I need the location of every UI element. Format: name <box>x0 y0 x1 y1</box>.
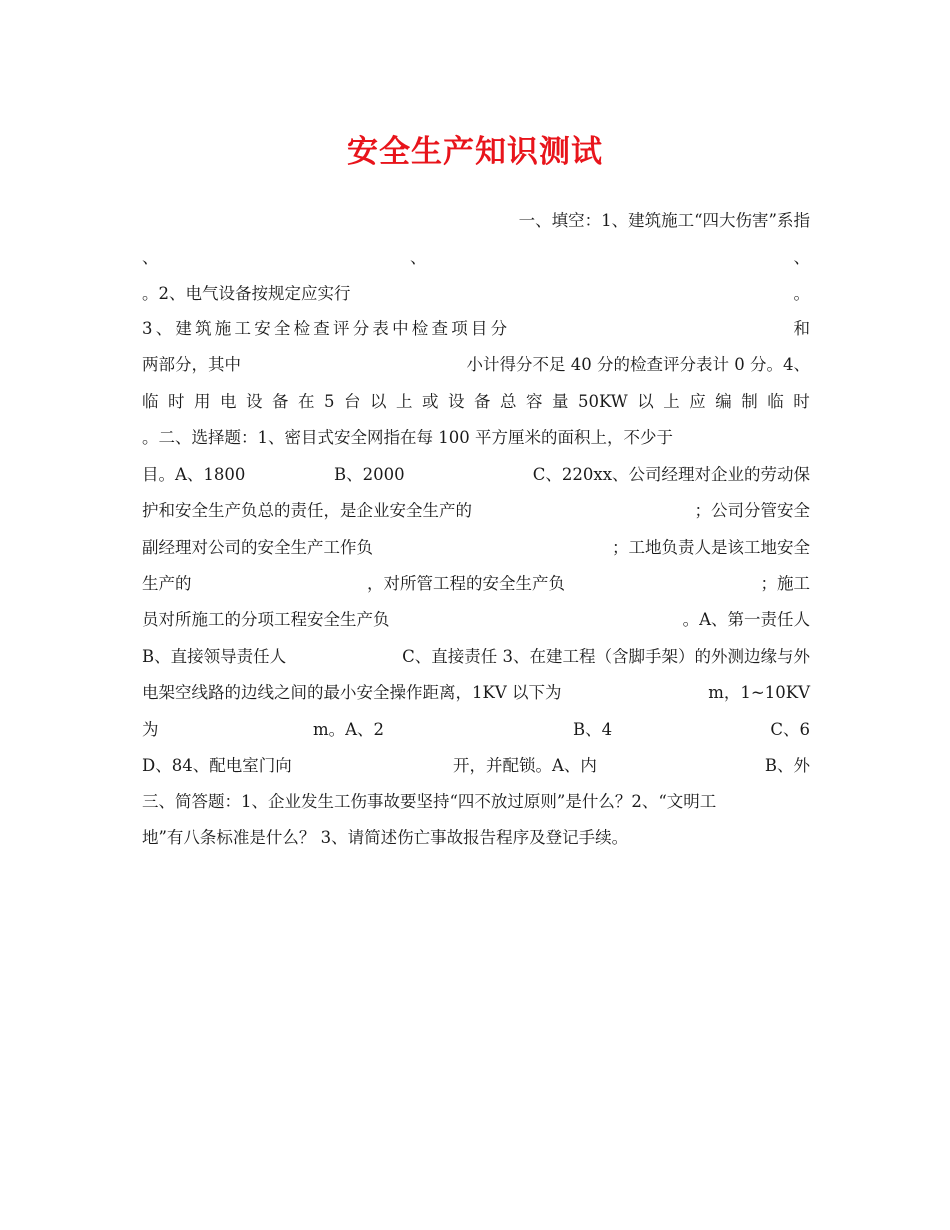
char: 上 <box>663 392 680 411</box>
char: 制 <box>741 392 758 411</box>
fill-blank-q1-text: 一、填空：1、建筑施工“四大伤害”系指 <box>518 211 810 230</box>
text-segment: ；工地负责人是该工地安全 <box>612 538 810 557</box>
text-segment: 护和安全生产负总的责任，是企业安全生产的 <box>142 501 472 520</box>
text-segment: m，1~10KV <box>708 683 810 702</box>
option-b: B、外 <box>764 756 810 775</box>
text-segment: ；公司分管安全 <box>694 501 810 520</box>
char: 备 <box>474 392 491 411</box>
blank-separator: 、 <box>410 248 427 267</box>
char: 或 <box>422 392 439 411</box>
char: 备 <box>272 392 289 411</box>
text-segment: ，对所管工程的安全生产负 <box>367 574 565 593</box>
char: 编 <box>715 392 732 411</box>
char: 以 <box>637 392 654 411</box>
char: 以 <box>370 392 387 411</box>
fill-blank-q2-text: 。2、电气设备按规定应实行 <box>142 284 351 303</box>
char: 时 <box>793 392 810 411</box>
blank-separator: 、 <box>793 248 810 267</box>
text-line-13 <box>142 642 810 672</box>
text-line-9 <box>142 496 810 526</box>
char: 5 <box>324 392 335 411</box>
option-c-and-q3: C、直接责任 3、在建工程（含脚手架）的外测边缘与外 <box>402 647 810 666</box>
char: 时 <box>168 392 185 411</box>
char: 用 <box>194 392 211 411</box>
text-segment: 生产的 <box>142 574 192 593</box>
option-a: 。A、第一责任人 <box>682 610 810 629</box>
option-b: B、直接领导责任人 <box>142 647 287 666</box>
option-c: C、6 <box>770 720 810 739</box>
text-line-15 <box>142 715 810 745</box>
short-answer-text: 地”有八条标准是什么？ 3、请简述伤亡事故报告程序及登记手续。 <box>142 828 629 847</box>
text-segment: 小计得分不足 40 分的检查评分表计 0 分。4、 <box>466 355 810 374</box>
char: 量 <box>552 392 569 411</box>
option-b: B、4 <box>573 720 613 739</box>
char: 容 <box>526 392 543 411</box>
text-and: 和 <box>793 319 810 338</box>
text-line-17 <box>142 787 810 817</box>
text-line-8 <box>142 460 810 490</box>
char: 设 <box>448 392 465 411</box>
char: 临 <box>767 392 784 411</box>
text-segment: 电架空线路的边线之间的最小安全操作距离，1KV 以下为 <box>142 683 562 702</box>
char: 50KW <box>578 392 628 411</box>
text-segment: ；施工 <box>760 574 810 593</box>
text-segment: 副经理对公司的安全生产工作负 <box>142 538 373 557</box>
text-segment: 为 <box>142 720 159 739</box>
char: 在 <box>298 392 315 411</box>
text-line-12 <box>142 605 810 635</box>
text-line-6 <box>142 387 810 417</box>
char: 设 <box>246 392 263 411</box>
fill-blank-q3-text: 3、建筑施工安全检查评分表中检查项目分 <box>142 319 511 338</box>
text-line-1 <box>142 206 810 236</box>
sentence-end: 。 <box>793 284 810 303</box>
text-line-5 <box>142 350 810 380</box>
text-line-10 <box>142 533 810 563</box>
choice-q1-text: 。二、选择题：1、密目式安全网指在每 100 平方厘米的面积上，不少于 <box>142 428 673 447</box>
text-segment: 开，并配锁。A、内 <box>453 756 597 775</box>
char: 临 <box>142 392 159 411</box>
text-line-4 <box>142 314 810 344</box>
option-a: m。A、2 <box>313 720 385 739</box>
char: 上 <box>396 392 413 411</box>
text-line-2 <box>142 243 810 273</box>
option-a: 目。A、1800 <box>142 465 246 484</box>
text-segment: 两部分，其中 <box>142 355 241 374</box>
text-segment: 员对所施工的分项工程安全生产负 <box>142 610 390 629</box>
char: 总 <box>500 392 517 411</box>
short-answer-text: 三、简答题：1、企业发生工伤事故要坚持“四不放过原则”是什么？2、“文明工 <box>142 792 717 811</box>
option-c-and-q2: C、220xx、公司经理对企业的劳动保 <box>532 465 810 484</box>
option-b: B、2000 <box>334 465 405 484</box>
char: 电 <box>220 392 237 411</box>
text-line-14 <box>142 678 810 708</box>
option-d-and-q4: D、84、配电室门向 <box>142 756 292 775</box>
text-line-7 <box>142 423 810 453</box>
text-line-16 <box>142 751 810 781</box>
blank-separator: 、 <box>142 248 159 267</box>
text-line-3 <box>142 279 810 309</box>
document-title: 安全生产知识测试 <box>347 134 603 170</box>
char: 应 <box>689 392 706 411</box>
text-line-18 <box>142 823 810 853</box>
text-line-11 <box>142 569 810 599</box>
char: 台 <box>344 392 361 411</box>
